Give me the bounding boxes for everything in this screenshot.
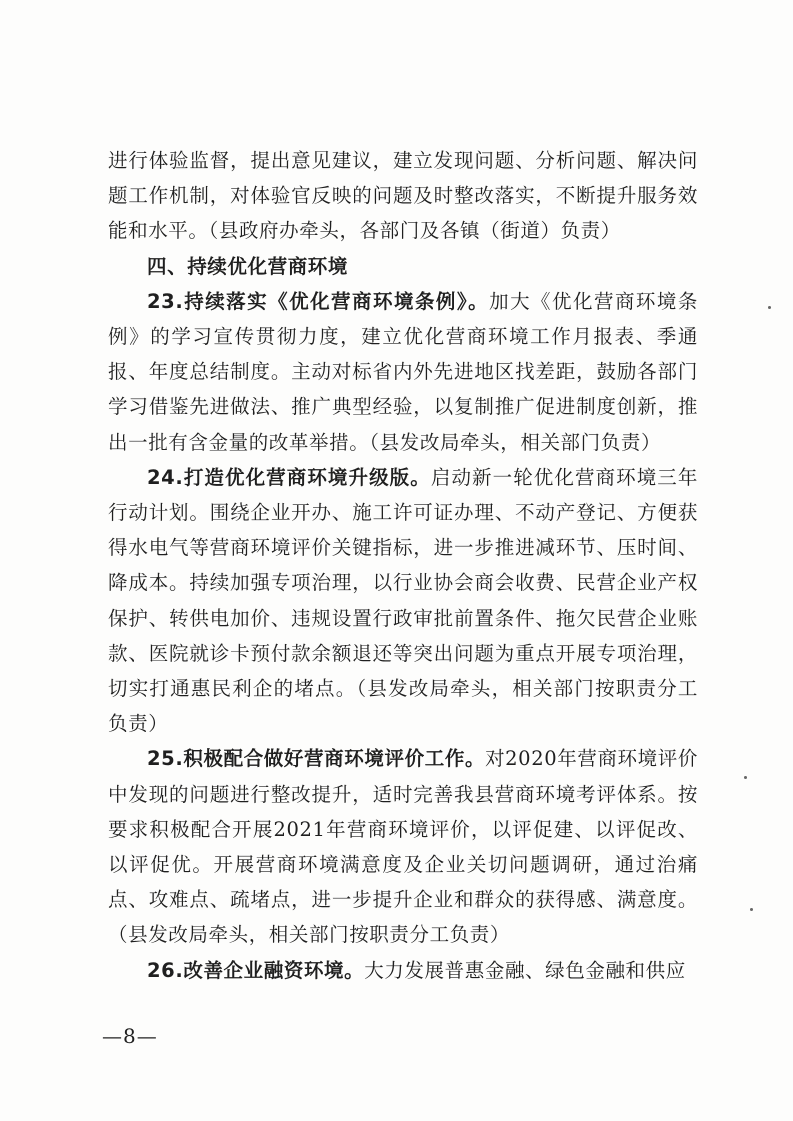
scan-speck <box>744 776 747 779</box>
paragraph-continued <box>108 143 698 249</box>
paragraph-item-23 <box>108 284 698 460</box>
paragraph-item-26 <box>108 953 698 988</box>
section-heading: 四、持续优化营商环境 <box>147 254 349 278</box>
page-number: —8— <box>102 1024 158 1048</box>
item-title: 23.持续落实《优化营商环境条例》。 <box>147 289 490 313</box>
paragraph-item-25 <box>108 741 698 952</box>
scan-speck <box>750 908 753 911</box>
document-body <box>108 143 698 988</box>
item-title: 25.积极配合做好营商环境评价工作。 <box>147 747 486 771</box>
paragraph-text: 加大《优化营商环境条例》的学习宣传贯彻力度，建立优化营商环境工作月报表、季通报、年度总结制度。主动对标省内外先进地区找差距，鼓励各部门学习借鉴先进做法、推广典型经验，以复制推广促进制度创新，推出一批有含金量的改革举措。（县发改局牵头，相关部门负责） <box>108 289 698 454</box>
paragraph-text: 对2020年营商环境评价中发现的问题进行整改提升，适时完善我县营商环境考评体系。按要求积极配合开展2021年营商环境评价，以评促建、以评促改、以评促优。开展营商环境满意度及企业关切问题调研，通过治痛点、攻难点、疏堵点，进一步提升企业和群众的获得感、满意度。（县发改局牵头，相关部门按职责分工负责） <box>108 747 698 947</box>
scan-speck <box>768 306 771 309</box>
item-title: 24.打造优化营商环境升级版。 <box>147 465 431 489</box>
paragraph-item-24 <box>108 460 698 742</box>
paragraph-text: 进行体验监督，提出意见建议，建立发现问题、分析问题、解决问题工作机制，对体验官反映的问题及时整改落实，不断提升服务效能和水平。（县政府办牵头，各部门及各镇（街道）负责） <box>108 149 698 243</box>
paragraph-text: 启动新一轮优化营商环境三年行动计划。围绕企业开办、施工许可证办理、不动产登记、方便获得水电气等营商环境评价关键指标，进一步推进减环节、压时间、降成本。持续加强专项治理，以行业协会商会收费、民营企业产权保护、转供电加价、违规设置行政审批前置条件、拖欠民营企业账款、医院就诊卡预付款余额退还等突出问题为重点开展专项治理，切实打通惠民利企的堵点。（县发改局牵头，相关部门按职责分工负责） <box>108 465 698 736</box>
item-title: 26.改善企业融资环境。 <box>147 958 365 982</box>
paragraph-text: 大力发展普惠金融、绿色金融和供应 <box>364 958 686 982</box>
